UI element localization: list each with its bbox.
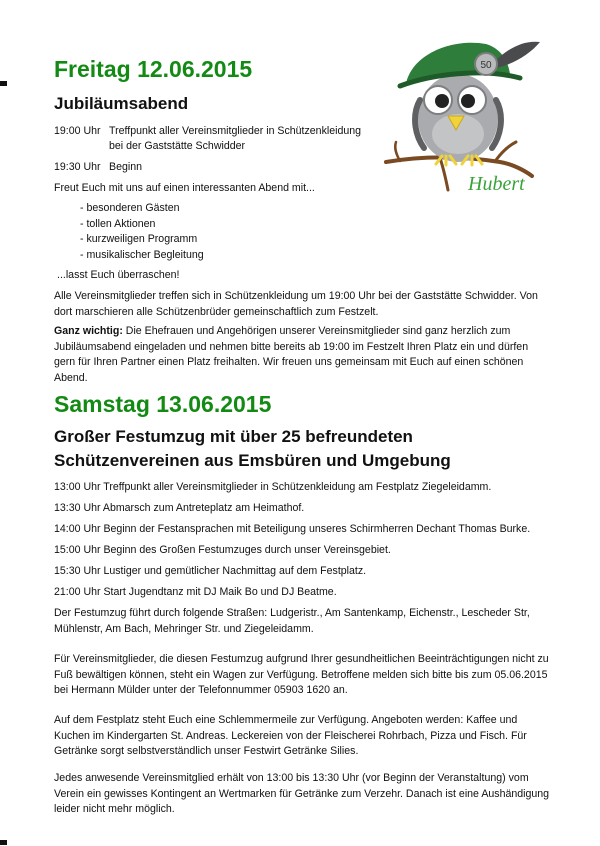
friday-schedule-item <box>54 160 142 175</box>
saturday-schedule-item: 13:30 Uhr Abmarsch zum Antreteplatz am Heimathof. <box>54 502 305 514</box>
list-item: - besonderen Gästen <box>80 202 180 214</box>
saturday-schedule-item: 13:00 Uhr Treffpunkt aller Vereinsmitglieder in Schützenkleidung am Festplatz Ziegeleidamm. <box>54 481 492 493</box>
mascot-name: Hubert <box>468 173 525 195</box>
important-label: Ganz wichtig: <box>54 325 123 337</box>
friday-schedule-item <box>54 124 361 139</box>
margin-mark <box>0 840 7 845</box>
friday-subtitle: Jubiläumsabend <box>54 94 189 113</box>
friday-paragraph-meeting: Alle Vereinsmitglieder treffen sich in Schützenkleidung um 19:00 Uhr bei der Gaststätte Schwidder. Von dort marschieren alle Schützenbrüder gemeinschaftlich zum Festzelt. <box>54 290 538 318</box>
important-text: Die Ehefrauen und Angehörigen unserer Vereinsmitglieder sind ganz herzlich zum Jubiläumsabend eingeladen und nehmen bitte bereits ab 19:00 im Festzelt Ihren Platz ein und dürfen gern für Ihren Partner einen Platz freihalten. Wir freuen uns gemeinsam mit Euch auf einen schönen Abend. <box>54 325 529 384</box>
saturday-schedule-item: 21:00 Uhr Start Jugendtanz mit DJ Maik Bo und DJ Beatme. <box>54 586 337 598</box>
friday-surprise: ...lasst Euch überraschen! <box>57 269 180 281</box>
hat-badge-text: 50 <box>480 60 492 71</box>
saturday-schedule-item: 15:00 Uhr Beginn des Großen Festumzuges durch unser Vereinsgebiet. <box>54 544 391 556</box>
schedule-time: 19:30 Uhr <box>54 161 101 173</box>
schedule-text: Beginn <box>109 161 142 173</box>
schedule-text-continued: bei der Gaststätte Schwidder <box>109 140 246 152</box>
saturday-schedule-item: 15:30 Uhr Lustiger und gemütlicher Nachmittag auf dem Festplatz. <box>54 565 367 577</box>
saturday-heading: Samstag 13.06.2015 <box>54 391 272 417</box>
list-item: - musikalischer Begleitung <box>80 248 204 261</box>
margin-mark <box>0 81 7 86</box>
schedule-time: 19:00 Uhr <box>54 125 101 137</box>
saturday-subtitle: Großer Festumzug mit über 25 befreundeten <box>54 427 413 446</box>
list-item: - tollen Aktionen <box>80 217 156 230</box>
saturday-subtitle: Schützenvereinen aus Emsbüren und Umgebung <box>54 451 451 470</box>
schedule-text: Treffpunkt aller Vereinsmitglieder in Schützenkleidung <box>109 125 362 137</box>
friday-intro: Freut Euch mit uns auf einen interessanten Abend mit... <box>54 182 315 194</box>
saturday-paragraph-car: Für Vereinsmitglieder, die diesen Festumzug aufgrund Ihrer gesundheitlichen Beeinträchtigungen nicht zu Fuß bewältigen können, steht ein Wagen zur Verfügung. Betroffene melden sich bitte bis zum 05.06.2015 bei Hermann Mülder unter der Telefonnummer 05903 1620 an. <box>54 653 549 696</box>
friday-heading: Freitag 12.06.2015 <box>54 56 253 82</box>
friday-paragraph-important <box>54 324 552 386</box>
owl-mascot-icon <box>382 34 544 200</box>
friday-bullet-list <box>80 201 204 263</box>
saturday-schedule-item: 14:00 Uhr Beginn der Festansprachen mit Beteiligung unseres Schirmherren Dechant Thomas Burke. <box>54 523 531 535</box>
list-item: - kurzweiligen Programm <box>80 233 198 245</box>
saturday-paragraph-tokens: Jedes anwesende Vereinsmitglied erhält von 13:00 bis 13:30 Uhr (vor Beginn der Veranstaltung) vom Verein ein gewisses Kontingent an Wertmarken für Getränke zum Verzehr. Danach ist eine Aushändigung leider nicht mehr möglich. <box>54 772 550 815</box>
saturday-paragraph-route: Der Festumzug führt durch folgende Straßen: Ludgeristr., Am Santenkamp, Eichenstr., Lescheder Str, Mühlenstr, Am Bach, Mehringer Str. und Ziegeleidamm. <box>54 607 530 635</box>
saturday-paragraph-food: Auf dem Festplatz steht Euch eine Schlemmermeile zur Verfügung. Angeboten werden: Kaffee und Kuchen im Kindergarten St. Andreas. Leckereien von der Fleischerei Rohrbach, Pizza und Fisch. Für Getränke sorgt selbstverständlich unser Festwirt Getränke Silies. <box>54 714 527 757</box>
